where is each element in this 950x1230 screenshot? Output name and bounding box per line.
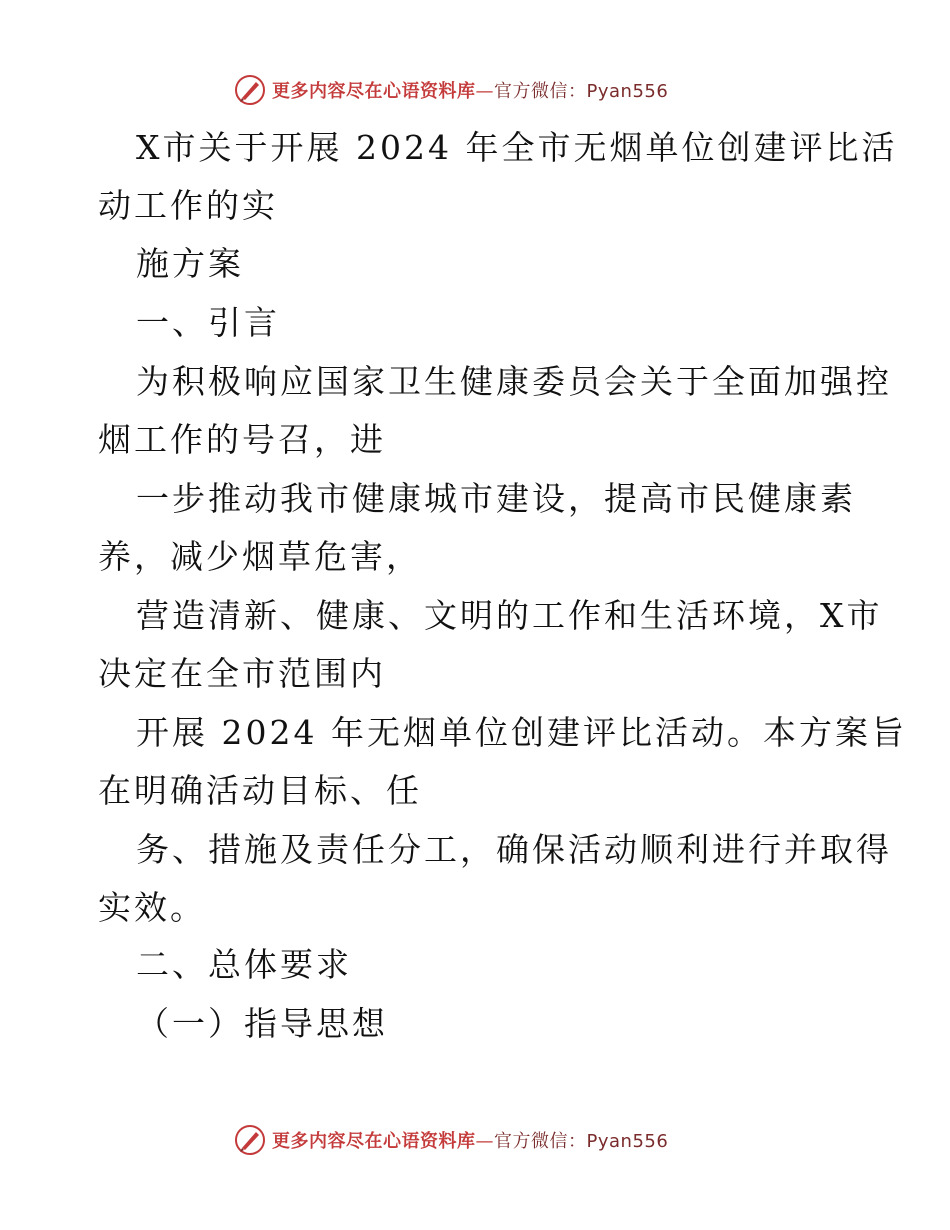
doc-line: 烟工作的号召，进: [98, 420, 386, 459]
quill-pen-icon: [234, 74, 266, 106]
doc-line: 为积极响应国家卫生健康委员会关于全面加强控: [136, 362, 892, 401]
watermark-prefix: 更多内容尽在心语资料库: [272, 1131, 476, 1152]
doc-line: 施方案: [136, 244, 244, 283]
doc-line: 一、引言: [136, 303, 280, 342]
watermark-suffix: 官方微信：Pyan556: [494, 1131, 669, 1152]
watermark-text: [272, 77, 668, 103]
doc-line: 营造清新、健康、文明的工作和生活环境，X市: [136, 596, 883, 635]
doc-line: 开展 2024 年无烟单位创建评比活动。本方案旨: [136, 713, 907, 752]
doc-line: 在明确活动目标、任: [98, 771, 422, 810]
doc-line: 务、措施及责任分工，确保活动顺利进行并取得: [136, 830, 892, 869]
watermark-suffix: 官方微信：Pyan556: [494, 81, 669, 102]
doc-line: 二、总体要求: [136, 945, 352, 984]
doc-line: 养，减少烟草危害，: [98, 537, 422, 576]
watermark-banner-bottom: [234, 1122, 668, 1158]
watermark-dash: —: [475, 81, 494, 102]
watermark-dash: —: [475, 1131, 494, 1152]
watermark-prefix: 更多内容尽在心语资料库: [272, 81, 476, 102]
doc-line: （一）指导思想: [136, 1004, 388, 1043]
doc-line: 一步推动我市健康城市建设，提高市民健康素: [136, 479, 856, 518]
doc-line: 动工作的实: [98, 186, 278, 225]
doc-line: X市关于开展 2024 年全市无烟单位创建评比活: [136, 128, 898, 167]
watermark-banner-top: [234, 72, 668, 108]
watermark-text: [272, 1127, 668, 1153]
quill-pen-icon: [234, 1124, 266, 1156]
doc-line: 实效。: [98, 888, 206, 927]
doc-line: 决定在全市范围内: [98, 654, 386, 693]
